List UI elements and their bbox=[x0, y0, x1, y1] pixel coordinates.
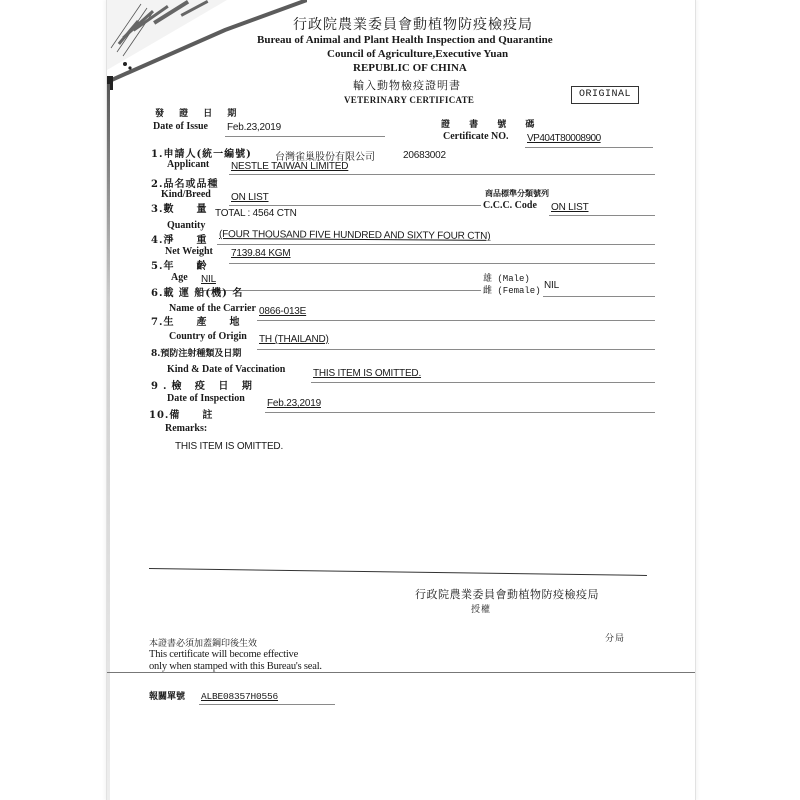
male-label: 雄 (Male) bbox=[483, 274, 530, 284]
sex-value: NIL bbox=[544, 280, 559, 291]
applicant-tax-id: 20683002 bbox=[403, 150, 446, 161]
footer-divider bbox=[107, 672, 695, 673]
kind-label-en: Kind/Breed bbox=[161, 189, 211, 200]
certificate-number: VP404T80008900 bbox=[527, 133, 601, 144]
customs-label-zh: 報關單號 bbox=[149, 692, 186, 702]
inspection-date: Feb.23,2019 bbox=[267, 398, 321, 409]
notice-zh: 本證書必須加蓋鋼印後生效 bbox=[149, 639, 258, 649]
original-badge: ORIGINAL bbox=[571, 86, 639, 104]
inspection-label-en: Date of Inspection bbox=[167, 393, 245, 404]
origin-value: TH (THAILAND) bbox=[259, 334, 329, 345]
applicant-label-en: Applicant bbox=[167, 159, 210, 170]
origin-label-zh: 7.生 產 地 bbox=[151, 317, 241, 328]
notice-en-2: only when stamped with this Bureau's seal. bbox=[149, 661, 322, 672]
notice-en-1: This certificate will become effective bbox=[149, 649, 299, 660]
issue-date: Feb.23,2019 bbox=[227, 122, 281, 133]
customs-number: ALBE08357H0556 bbox=[201, 691, 279, 702]
quantity-total: TOTAL : 4564 CTN bbox=[215, 208, 297, 219]
authority-zh: 行政院農業委員會動植物防疫檢疫局 bbox=[415, 588, 599, 601]
quantity-words: (FOUR THOUSAND FIVE HUNDRED AND SIXTY FOUR CTN) bbox=[218, 229, 491, 242]
branch-zh: 分局 bbox=[605, 634, 626, 644]
remarks-label-en: Remarks: bbox=[165, 423, 208, 434]
issue-label-zh: 發 證 日 期 bbox=[155, 109, 243, 119]
carrier-underline bbox=[257, 320, 655, 321]
carrier-value: 0866-013E bbox=[259, 306, 307, 317]
sex-underline bbox=[543, 296, 655, 297]
age-label-en: Age bbox=[171, 272, 188, 283]
applicant-underline bbox=[229, 174, 655, 175]
vaccination-value: THIS ITEM IS OMITTED. bbox=[313, 368, 422, 379]
country-name: REPUBLIC OF CHINA bbox=[353, 62, 467, 74]
ccc-label-zh: 商品標準分類號列 bbox=[485, 188, 549, 198]
doc-title-en: VETERINARY CERTIFICATE bbox=[344, 95, 475, 105]
vaccination-label-zh: 8.預防注射種類及日期 bbox=[151, 349, 242, 359]
net-weight-label-en: Net Weight bbox=[165, 246, 213, 257]
agency-name-zh: 行政院農業委員會動植物防疫檢疫局 bbox=[293, 17, 533, 33]
certificate-page bbox=[106, 0, 696, 800]
signature-line bbox=[149, 568, 647, 576]
left-fold-shadow bbox=[107, 84, 110, 800]
vaccination-label-en: Kind & Date of Vaccination bbox=[167, 364, 286, 375]
origin-underline bbox=[257, 349, 655, 350]
age-value: NIL bbox=[201, 274, 216, 285]
female-label: 雌 (Female) bbox=[483, 286, 541, 296]
kind-label-zh: 2.品名或品種 bbox=[151, 179, 219, 190]
origin-label-en: Country of Origin bbox=[169, 331, 247, 342]
inspection-underline bbox=[265, 412, 655, 413]
ccc-underline bbox=[549, 215, 655, 216]
age-label-zh: 5.年 齡 bbox=[151, 261, 208, 272]
cert-label-en: Certificate NO. bbox=[443, 131, 509, 142]
doc-title-zh: 輸入動物檢疫證明書 bbox=[353, 79, 461, 92]
field-number: 1. bbox=[151, 149, 164, 160]
remarks-value: THIS ITEM IS OMITTED. bbox=[175, 441, 284, 452]
ccc-value: ON LIST bbox=[551, 202, 589, 213]
applicant-name-zh: 台灣雀巢股份有限公司 bbox=[275, 152, 375, 163]
issue-label-en: Date of Issue bbox=[153, 121, 208, 132]
quantity-underline bbox=[217, 244, 655, 245]
applicant-name: NESTLE TAIWAN LIMITED bbox=[231, 161, 349, 172]
cert-label-zh: 證 書 號 碼 bbox=[441, 120, 543, 130]
council-name: Council of Agriculture,Executive Yuan bbox=[327, 48, 509, 60]
inspection-label-zh: 9.檢 疫 日 期 bbox=[151, 381, 257, 392]
carrier-label-zh: 6.載 運 船(機) 名 bbox=[151, 288, 244, 299]
quantity-label-en: Quantity bbox=[167, 220, 206, 231]
net-weight-label-zh: 4.淨 重 bbox=[151, 235, 208, 246]
vaccination-underline bbox=[311, 382, 655, 383]
net-weight-underline bbox=[229, 263, 655, 264]
kind-underline bbox=[229, 205, 481, 206]
carrier-label-en: Name of the Carrier bbox=[169, 303, 256, 314]
cert-underline bbox=[525, 147, 653, 148]
quantity-label-zh: 3.數 量 bbox=[151, 204, 208, 215]
ccc-label-en: C.C.C. Code bbox=[483, 200, 537, 211]
remarks-label-zh: 10.備 註 bbox=[149, 410, 214, 421]
net-weight-value: 7139.84 KGM bbox=[231, 248, 291, 259]
authorized-zh: 授權 bbox=[471, 605, 492, 615]
agency-name-en: Bureau of Animal and Plant Health Inspection and Quarantine bbox=[257, 34, 553, 46]
issue-underline bbox=[225, 136, 385, 137]
applicant-label-zh: 1.申請人(統一編號) bbox=[151, 149, 252, 160]
kind-value: ON LIST bbox=[231, 192, 269, 203]
customs-underline bbox=[199, 704, 335, 705]
